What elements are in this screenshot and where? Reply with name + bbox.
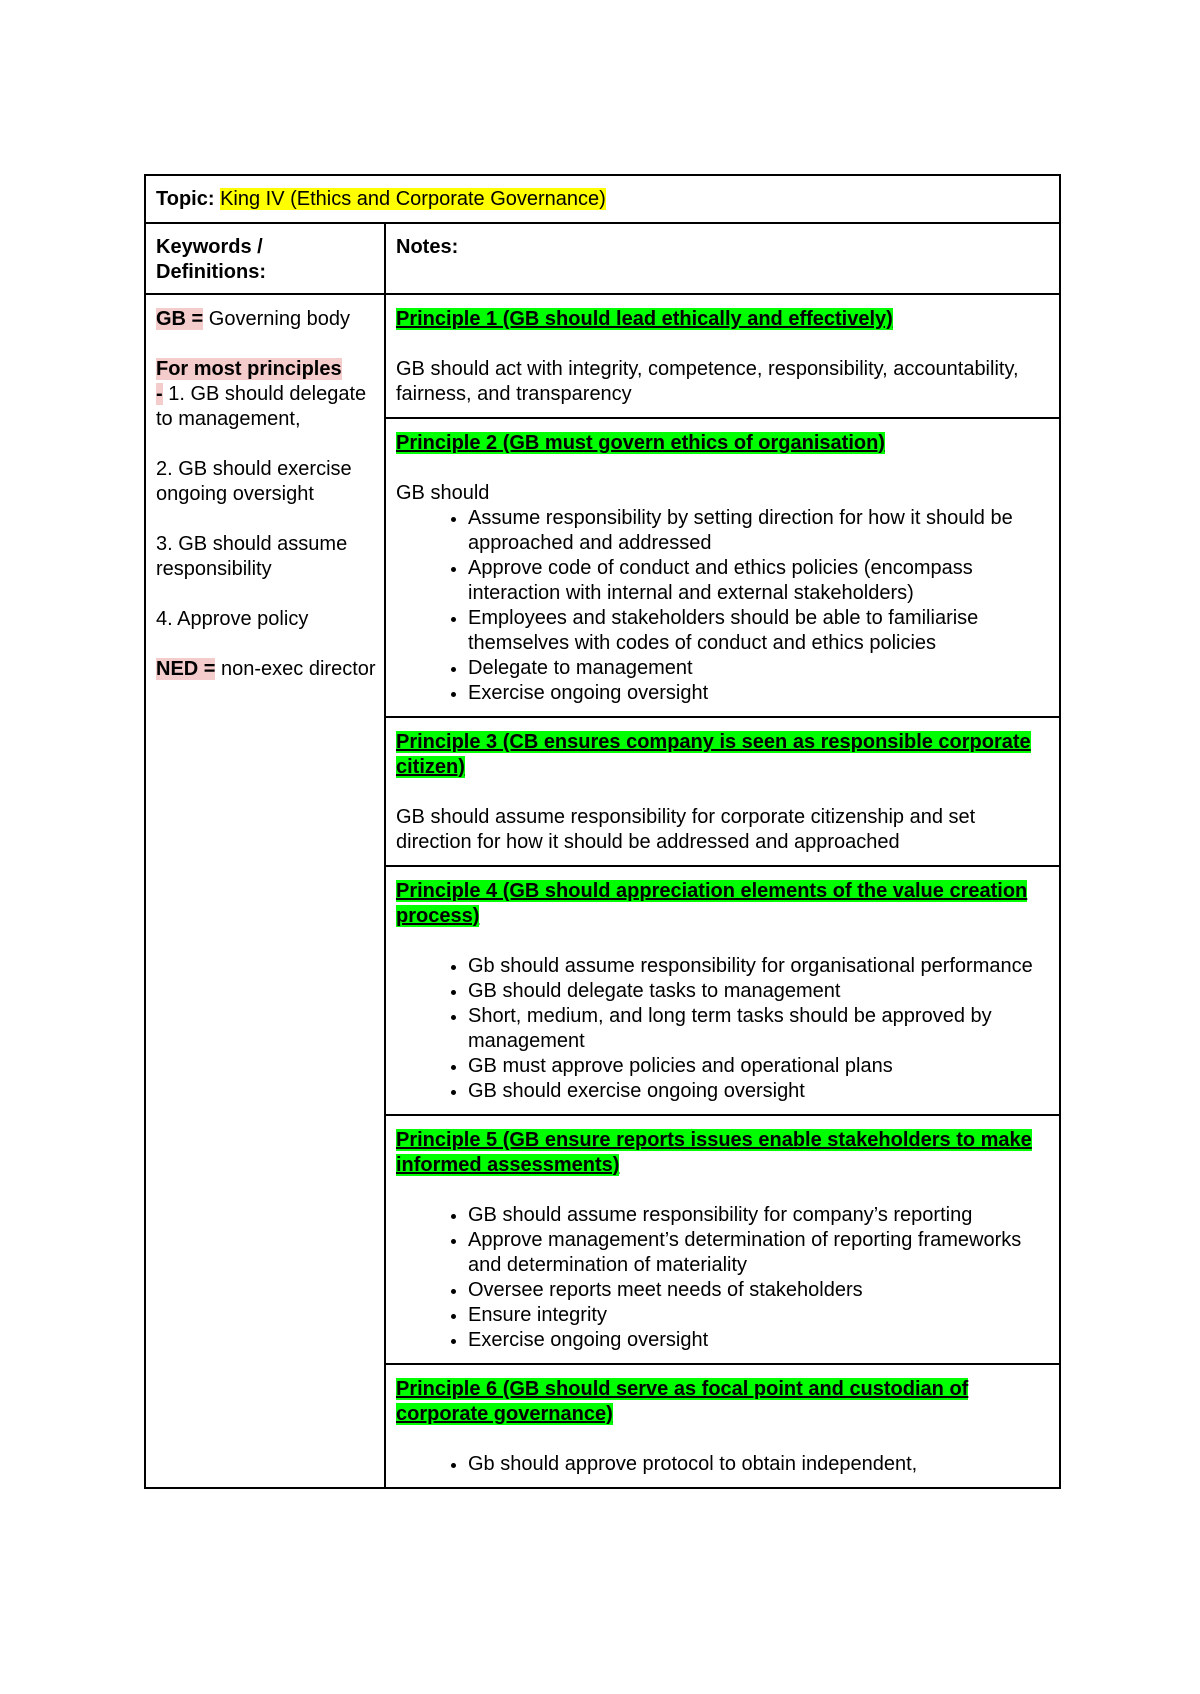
list-item: • GB must approve policies and operational plans <box>468 1054 1049 1079</box>
list-item: • Gb should approve protocol to obtain independent, <box>468 1452 1049 1477</box>
list-item: • Delegate to management <box>468 656 1049 681</box>
most-principles-block <box>156 357 376 432</box>
bullet-list <box>396 954 1049 1104</box>
content-row <box>146 295 1059 1487</box>
keyword-item-1: 1. GB should delegate to management, <box>156 383 367 430</box>
list-item: • Ensure integrity <box>468 1303 1049 1328</box>
list-item: • Employees and stakeholders should be able to familiarise themselves with codes of conduct and ethics policies <box>468 606 1049 656</box>
gb-definition <box>156 307 376 332</box>
keyword-item-3: 3. GB should assume responsibility <box>156 533 348 580</box>
principle-title: Principle 3 (CB ensures company is seen as responsible corporate citizen) <box>396 731 1031 778</box>
notes-header: Notes: <box>396 236 459 258</box>
list-item: • Oversee reports meet needs of stakeholders <box>468 1278 1049 1303</box>
list-item: • Gb should assume responsibility for organisational performance <box>468 954 1049 979</box>
topic-cell <box>146 176 1059 222</box>
bullet-list <box>396 506 1049 706</box>
list-item: • GB should delegate tasks to management <box>468 979 1049 1004</box>
topic-row <box>146 176 1059 224</box>
topic-label: Topic: <box>156 188 215 210</box>
keyword-item-2: 2. GB should exercise ongoing oversight <box>156 458 352 505</box>
keywords-column <box>146 295 386 1487</box>
principle-title: Principle 2 (GB must govern ethics of organisation) <box>396 432 885 454</box>
notes-table <box>144 174 1061 1489</box>
principle-2 <box>386 419 1059 718</box>
principle-1 <box>386 295 1059 419</box>
list-item: • Exercise ongoing oversight <box>468 1328 1049 1353</box>
gb-term: GB = <box>156 308 204 330</box>
ned-term: NED = <box>156 658 216 680</box>
principle-title: Principle 6 (GB should serve as focal point and custodian of corporate governance) <box>396 1378 969 1425</box>
gb-def: Governing body <box>203 308 351 330</box>
list-item: • Approve code of conduct and ethics policies (encompass interaction with internal and external stakeholders) <box>468 556 1049 606</box>
dash: - <box>156 383 163 405</box>
header-row <box>146 224 1059 295</box>
bullet-list <box>396 1452 1049 1477</box>
ned-definition <box>156 657 376 682</box>
principle-3 <box>386 718 1059 867</box>
keyword-item-4: 4. Approve policy <box>156 608 309 630</box>
principle-text: GB should assume responsibility for corporate citizenship and set direction for how it should be addressed and approached <box>396 806 976 853</box>
principle-intro: GB should <box>396 482 490 504</box>
principle-title: Principle 1 (GB should lead ethically and effectively) <box>396 308 893 330</box>
principle-title: Principle 4 (GB should appreciation elements of the value creation process) <box>396 880 1028 927</box>
list-item: • GB should exercise ongoing oversight <box>468 1079 1049 1104</box>
bullet-list <box>396 1203 1049 1353</box>
principle-5 <box>386 1116 1059 1365</box>
list-item: • GB should assume responsibility for company’s reporting <box>468 1203 1049 1228</box>
list-item: • Exercise ongoing oversight <box>468 681 1049 706</box>
list-item: • Approve management’s determination of reporting frameworks and determination of materiality <box>468 1228 1049 1278</box>
topic-value: King IV (Ethics and Corporate Governance) <box>220 188 606 210</box>
principle-title: Principle 5 (GB ensure reports issues enable stakeholders to make informed assessments) <box>396 1129 1032 1176</box>
principle-4 <box>386 867 1059 1116</box>
most-principles-label: For most principles <box>156 358 342 380</box>
ned-def: non-exec director <box>215 658 376 680</box>
list-item: • Assume responsibility by setting direction for how it should be approached and addressed <box>468 506 1049 556</box>
list-item: • Short, medium, and long term tasks should be approved by management <box>468 1004 1049 1054</box>
principle-6 <box>386 1365 1059 1487</box>
notes-column <box>386 295 1059 1487</box>
keywords-header: Keywords / Definitions: <box>146 224 386 293</box>
principle-text: GB should act with integrity, competence, responsibility, accountability, fairness, and transparency <box>396 358 1019 405</box>
